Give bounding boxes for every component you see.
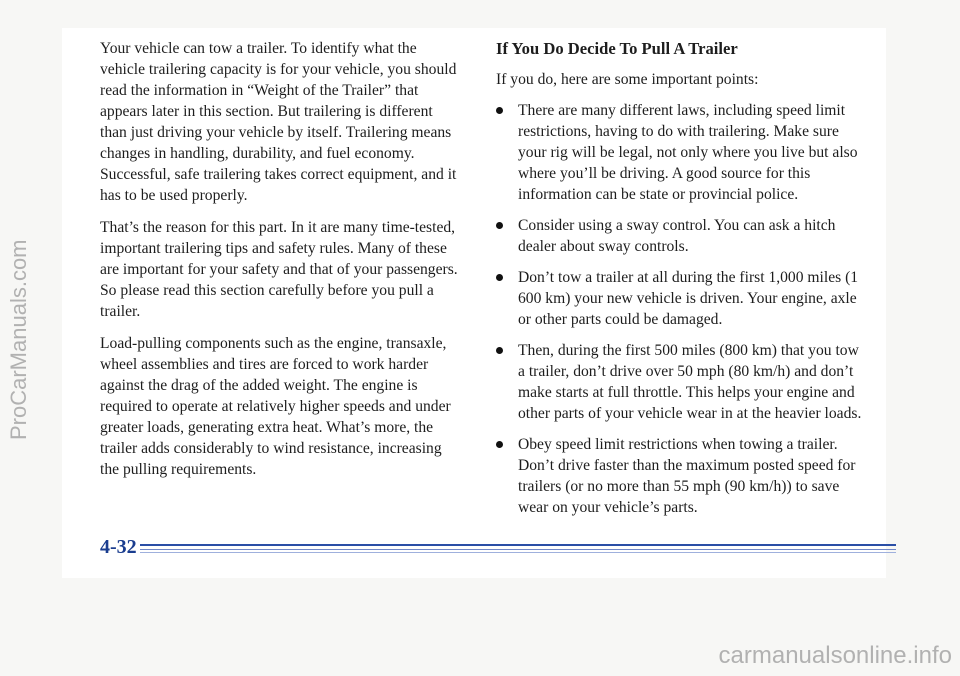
- list-item: [496, 434, 868, 518]
- section-intro: If you do, here are some important points:: [496, 71, 759, 88]
- footer-rule: [140, 544, 896, 546]
- paragraph-reason: That’s the reason for this part. In it are many time-tested, important trailering tips and safety rules. Many of these are important for your safety and that of your passengers. So please read this section carefully before you pull a trailer.: [100, 219, 458, 320]
- right-column: [496, 38, 868, 528]
- footer-rule: [140, 549, 896, 550]
- bullet-list: [496, 100, 868, 518]
- paragraph-load-pulling: Load-pulling components such as the engine, transaxle, wheel assemblies and tires are forced to work harder against the drag of the added weight. The engine is required to operate at relatively higher speeds and under greater loads, generating extra heat. What’s more, the trailer adds considerably to wind resistance, increasing the pulling requirements.: [100, 335, 451, 478]
- bullet-icon: [496, 274, 503, 281]
- paragraph-intro: Your vehicle can tow a trailer. To identify what the vehicle trailering capacity is for your vehicle, you should read the information in “Weight of the Trailer” that appears later in this section. But trailering is different than just driving your vehicle by itself. Trailering means changes in handling, durability, and fuel economy. Successful, safe trailering takes correct equipment, and it has to be used properly.: [100, 40, 457, 204]
- bullet-icon: [496, 222, 503, 229]
- list-item: [496, 100, 868, 205]
- list-item-text: Obey speed limit restrictions when towing a trailer. Don’t drive faster than the maximum posted speed for trailers (or no more than 55 mph (90 km/h)) to save wear on your vehicle’s parts.: [518, 436, 856, 516]
- list-item-text: Consider using a sway control. You can ask a hitch dealer about sway controls.: [518, 217, 836, 255]
- bottom-watermark: carmanualsonline.info: [718, 642, 952, 669]
- list-item: [496, 215, 868, 257]
- bullet-icon: [496, 347, 503, 354]
- list-item-text: There are many different laws, including speed limit restrictions, having to do with trailering. Make sure your rig will be legal, not only where you live but also where you’ll be driving. A good source for this information can be state or provincial police.: [518, 102, 858, 203]
- bullet-icon: [496, 107, 503, 114]
- list-item: [496, 267, 868, 330]
- manual-page: [62, 28, 886, 578]
- side-watermark: ProCarManuals.com: [6, 239, 31, 440]
- section-heading: If You Do Decide To Pull A Trailer: [496, 39, 738, 58]
- list-item-text: Then, during the first 500 miles (800 km) that you tow a trailer, don’t drive over 50 mph (80 km/h) and don’t make starts at full throttle. This helps your engine and other parts of your vehicle wear in at the heavier loads.: [518, 342, 862, 422]
- page-number: 4-32: [100, 536, 137, 558]
- list-item-text: Don’t tow a trailer at all during the first 1,000 miles (1 600 km) your new vehicle is driven. Your engine, axle or other parts could be damaged.: [518, 269, 859, 328]
- page-footer: [100, 536, 900, 566]
- bullet-icon: [496, 441, 503, 448]
- list-item: [496, 340, 868, 424]
- footer-rule: [140, 552, 896, 553]
- left-column: [100, 38, 460, 491]
